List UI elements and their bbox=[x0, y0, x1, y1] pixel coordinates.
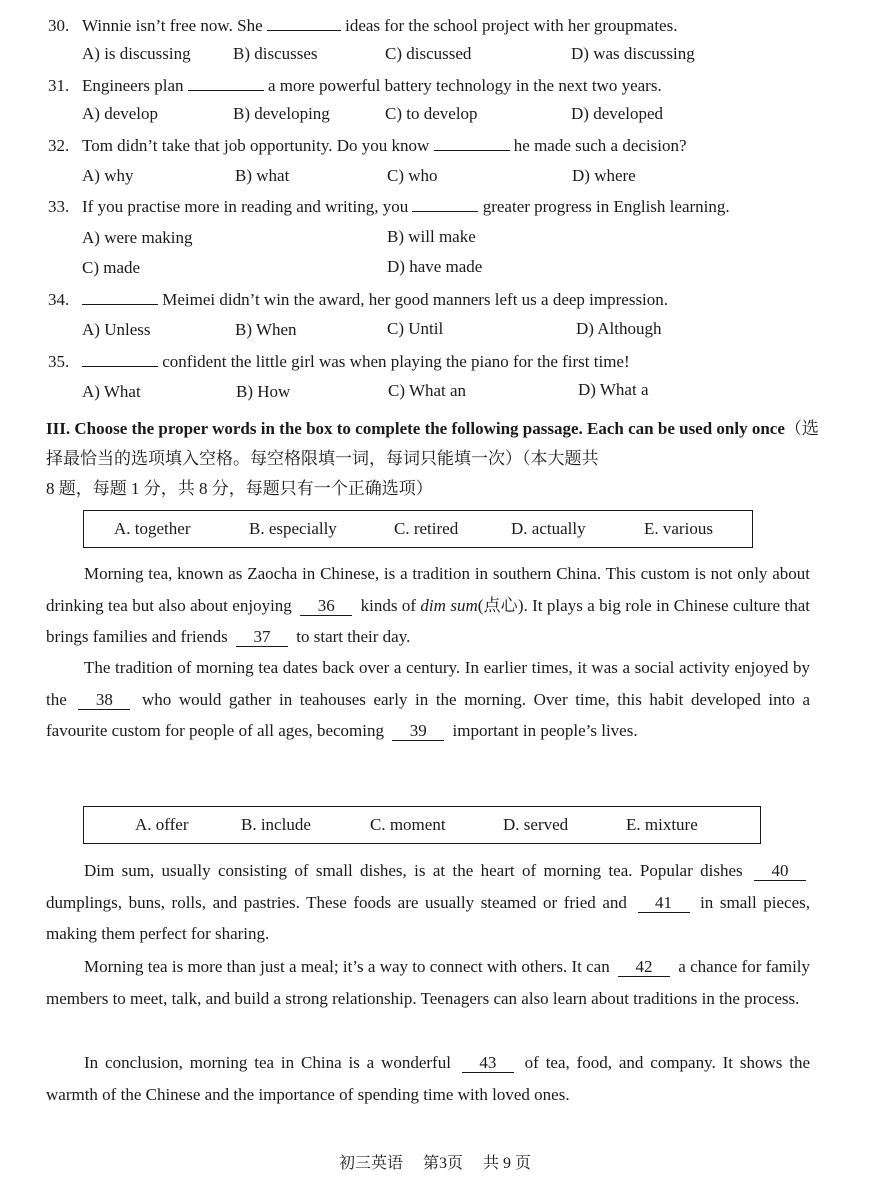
word-box-1 bbox=[83, 510, 753, 548]
answer-blank bbox=[412, 197, 478, 212]
option-d: D) Although bbox=[576, 319, 662, 338]
passage-text: to start their day. bbox=[296, 627, 411, 646]
passage-text: (点心). It plays a big role in Chinese culture that brings families and friends bbox=[46, 595, 810, 646]
option-d: D) was discussing bbox=[571, 44, 695, 63]
option-b: B) How bbox=[236, 382, 291, 401]
passage-text: who would gather in teahouses early in the morning. Over time, this habit developed into a favourite custom for people of all ages, becoming bbox=[46, 689, 811, 740]
footer-total-pages: 共 9 页 bbox=[483, 1155, 532, 1172]
answer-blank bbox=[267, 16, 341, 31]
blank-39: 39 bbox=[392, 722, 444, 741]
question-number: 31. bbox=[48, 76, 70, 95]
answer-blank bbox=[434, 136, 510, 151]
question-35 bbox=[48, 352, 630, 372]
section-heading bbox=[46, 414, 826, 504]
passage-paragraph-3 bbox=[46, 855, 810, 950]
section-heading-cn2: 8 题，每题 1 分，共 8 分，每题只有一个正确选项） bbox=[46, 479, 433, 498]
option-c: C) made bbox=[82, 258, 141, 277]
passage-text: in small pieces, making them perfect for sharing. bbox=[46, 892, 811, 943]
question-31 bbox=[48, 76, 662, 96]
answer-blank bbox=[82, 290, 158, 305]
answer-blank bbox=[82, 352, 158, 367]
question-30 bbox=[48, 16, 677, 36]
question-number: 33. bbox=[48, 197, 70, 216]
word-option: A. offer bbox=[135, 815, 189, 834]
option-c: C) What an bbox=[388, 381, 467, 400]
option-d: D) developed bbox=[571, 104, 664, 123]
blank-40: 40 bbox=[754, 862, 806, 881]
word-box-2 bbox=[83, 806, 761, 844]
passage-text: a chance for family members to meet, talk, and build a strong relationship. Teenagers can also learn about traditions in the process. bbox=[46, 957, 811, 1008]
answer-blank bbox=[188, 76, 264, 91]
passage-text: The tradition of morning tea dates back over a century. In earlier times, it was a social activity enjoyed by the bbox=[46, 658, 810, 709]
option-b: B) will make bbox=[387, 227, 476, 246]
question-text: a more powerful battery technology in the next two years. bbox=[268, 76, 662, 95]
footer-subject: 初三英语 bbox=[338, 1155, 403, 1172]
word-option: C. retired bbox=[394, 519, 459, 538]
word-option: D. actually bbox=[511, 519, 586, 538]
option-a: A) Unless bbox=[82, 320, 151, 339]
option-b: B) developing bbox=[233, 104, 330, 123]
option-d: D) What a bbox=[578, 380, 649, 399]
passage-paragraph-1 bbox=[46, 558, 810, 653]
question-text: confident the little girl was when playing the piano for the first time! bbox=[162, 352, 630, 371]
blank-38: 38 bbox=[78, 691, 130, 710]
passage-text: Morning tea is more than just a meal; it’s a way to connect with others. It can bbox=[84, 957, 610, 976]
question-text: Tom didn’t take that job opportunity. Do you know bbox=[82, 136, 430, 155]
question-34 bbox=[48, 290, 668, 310]
option-a: A) is discussing bbox=[82, 44, 191, 63]
blank-41: 41 bbox=[638, 894, 690, 913]
section-heading-cn: （选择最恰当的选项填入空格。每空格限填一词，每词只能填一次）（本大题共 bbox=[46, 419, 819, 468]
question-text: greater progress in English learning. bbox=[482, 197, 730, 216]
question-text: Winnie isn’t free now. She bbox=[82, 16, 263, 35]
blank-37: 37 bbox=[236, 628, 288, 647]
word-option: A. together bbox=[114, 519, 191, 538]
option-a: A) develop bbox=[82, 104, 159, 123]
option-c: C) discussed bbox=[385, 44, 472, 63]
passage-text: Morning tea, known as Zaocha in Chinese, is a tradition in southern China. This custom is not only about drinking tea but also about enjoying bbox=[46, 564, 810, 615]
option-b: B) what bbox=[235, 166, 290, 185]
question-text: he made such a decision? bbox=[513, 136, 687, 155]
question-33 bbox=[48, 197, 730, 217]
option-a: A) What bbox=[82, 382, 141, 401]
question-number: 30. bbox=[48, 16, 70, 35]
question-number: 34. bbox=[48, 290, 70, 309]
word-option: D. served bbox=[503, 815, 569, 834]
blank-42: 42 bbox=[618, 958, 670, 977]
page-footer bbox=[0, 1150, 870, 1173]
question-text: Meimei didn’t win the award, her good manners left us a deep impression. bbox=[162, 290, 669, 309]
passage-text: In conclusion, morning tea in China is a wonderful bbox=[84, 1053, 451, 1072]
question-number: 32. bbox=[48, 136, 70, 155]
question-32 bbox=[48, 136, 687, 156]
passage-paragraph-2 bbox=[46, 652, 810, 747]
option-a: A) why bbox=[82, 166, 134, 185]
passage-text: of tea, food, and company. It shows the warmth of the Chinese and the importance of spending time with loved ones. bbox=[46, 1053, 810, 1104]
question-text: Engineers plan bbox=[82, 76, 184, 95]
question-number: 35. bbox=[48, 352, 70, 371]
question-text: If you practise more in reading and writing, you bbox=[82, 197, 409, 216]
option-d: D) have made bbox=[387, 257, 483, 276]
passage-paragraph-5 bbox=[46, 1047, 810, 1110]
word-option: E. various bbox=[644, 519, 713, 538]
passage-text: Dim sum, usually consisting of small dishes, is at the heart of morning tea. Popular dishes bbox=[84, 861, 743, 880]
word-option: B. include bbox=[241, 815, 311, 834]
blank-36: 36 bbox=[300, 597, 352, 616]
footer-page-number: 第3页 bbox=[422, 1155, 463, 1172]
option-a: A) were making bbox=[82, 228, 193, 247]
section-heading-bold: III. Choose the proper words in the box to complete the following passage. Each can be used only once bbox=[46, 419, 785, 438]
word-option: C. moment bbox=[370, 815, 446, 834]
option-c: C) to develop bbox=[385, 104, 478, 123]
option-c: C) Until bbox=[387, 319, 444, 338]
question-text: ideas for the school project with her groupmates. bbox=[345, 16, 678, 35]
passage-text: important in people’s lives. bbox=[452, 721, 638, 740]
blank-43: 43 bbox=[462, 1054, 514, 1073]
option-b: B) discusses bbox=[233, 44, 318, 63]
passage-text: dumplings, buns, rolls, and pastries. These foods are usually steamed or fried and bbox=[46, 892, 627, 912]
option-c: C) who bbox=[387, 166, 438, 185]
word-option: E. mixture bbox=[626, 815, 698, 834]
option-b: B) When bbox=[235, 320, 297, 339]
passage-text: kinds of bbox=[360, 595, 417, 615]
option-d: D) where bbox=[572, 166, 636, 185]
passage-italic: dim sum bbox=[420, 595, 478, 615]
passage-paragraph-4 bbox=[46, 951, 810, 1014]
word-option: B. especially bbox=[249, 519, 337, 538]
